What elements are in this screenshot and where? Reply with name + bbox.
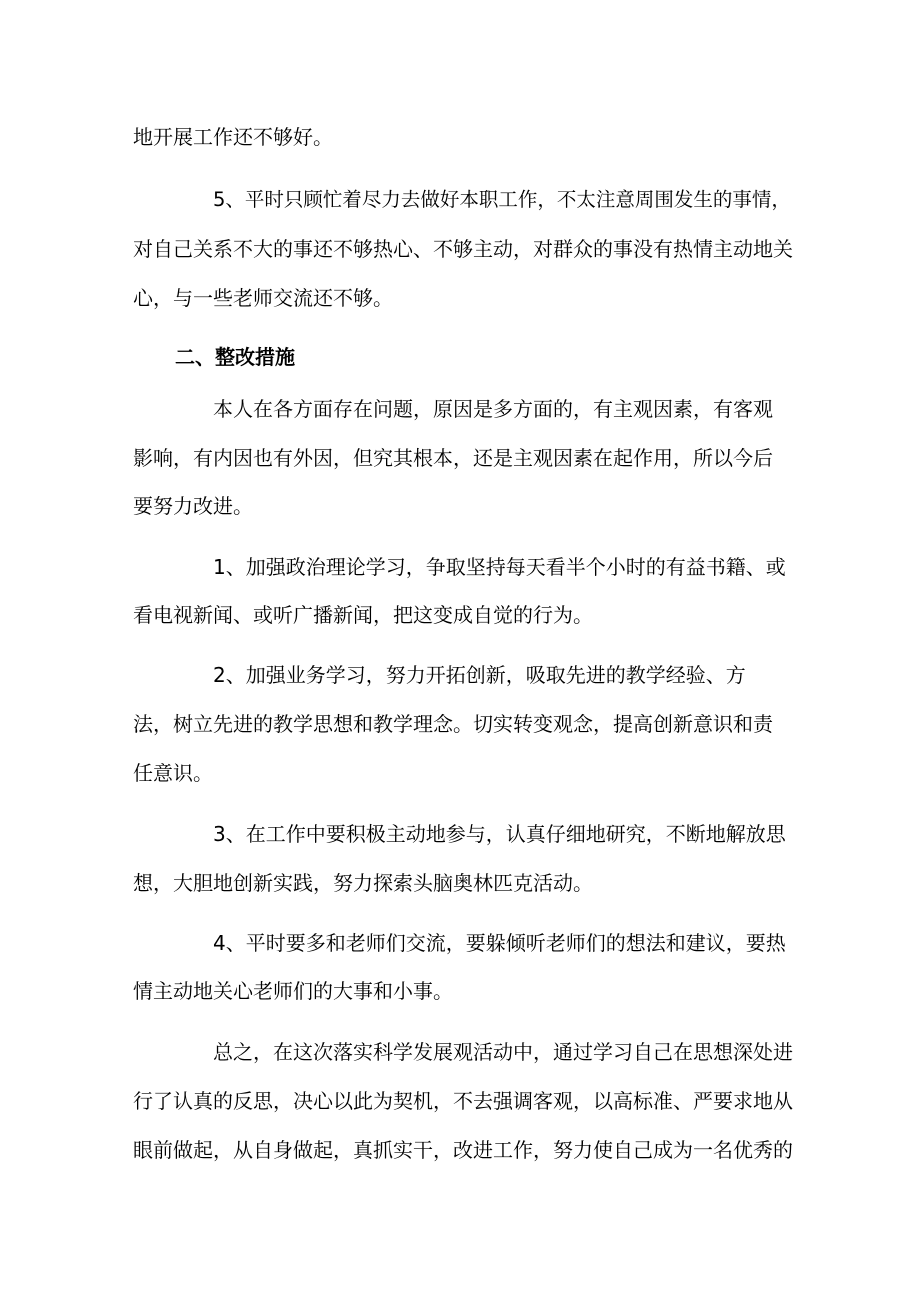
item-5-line-2: 对自己关系不大的事还不够热心、不够主动，对群众的事没有热情主动地关: [133, 237, 793, 261]
item-5-line-3: 心，与一些老师交流还不够。: [133, 286, 393, 310]
measure-3-line-2: 想，大胆地创新实践，努力探索头脑奥林匹克活动。: [133, 871, 593, 895]
measure-1-line-1: 1、加强政治理论学习，争取坚持每天看半个小时的有益书籍、或: [213, 555, 786, 579]
paragraph-continuation-line: 地开展工作还不够好。: [133, 125, 333, 149]
intro-line-2: 影响，有内因也有外因，但究其根本，还是主观因素在起作用，所以今后: [133, 446, 773, 470]
measure-2-line-1: 2、加强业务学习，努力开拓创新，吸取先进的教学经验、方: [213, 663, 746, 687]
intro-line-3: 要努力改进。: [133, 494, 253, 518]
measure-4-line-2: 情主动地关心老师们的大事和小事。: [133, 979, 453, 1003]
conclusion-line-2: 行了认真的反思，决心以此为契机，不去强调客观，以高标准、严要求地从: [133, 1089, 793, 1113]
item-5-line-1: 5、平时只顾忙着尽力去做好本职工作，不太注意周围发生的事情，: [213, 188, 791, 211]
measure-2-line-3: 任意识。: [133, 761, 213, 785]
conclusion-line-1: 总之，在这次落实科学发展观活动中，通过学习自己在思想深处进: [213, 1040, 793, 1064]
conclusion-line-3: 眼前做起，从自身做起，真抓实干，改进工作，努力使自己成为一名优秀的: [133, 1138, 793, 1162]
measure-3-line-1: 3、在工作中要积极主动地参与，认真仔细地研究，不断地解放思: [213, 822, 786, 846]
section-heading: 二、整改措施: [175, 345, 295, 369]
intro-line-1: 本人在各方面存在问题，原因是多方面的，有主观因素，有客观: [213, 397, 773, 421]
measure-2-line-2: 法，树立先进的教学思想和教学理念。切实转变观念，提高创新意识和责: [133, 712, 773, 736]
measure-4-line-1: 4、平时要多和老师们交流，要躲倾听老师们的想法和建议，要热: [213, 931, 786, 955]
measure-1-line-2: 看电视新闻、或听广播新闻，把这变成自觉的行为。: [133, 603, 593, 627]
